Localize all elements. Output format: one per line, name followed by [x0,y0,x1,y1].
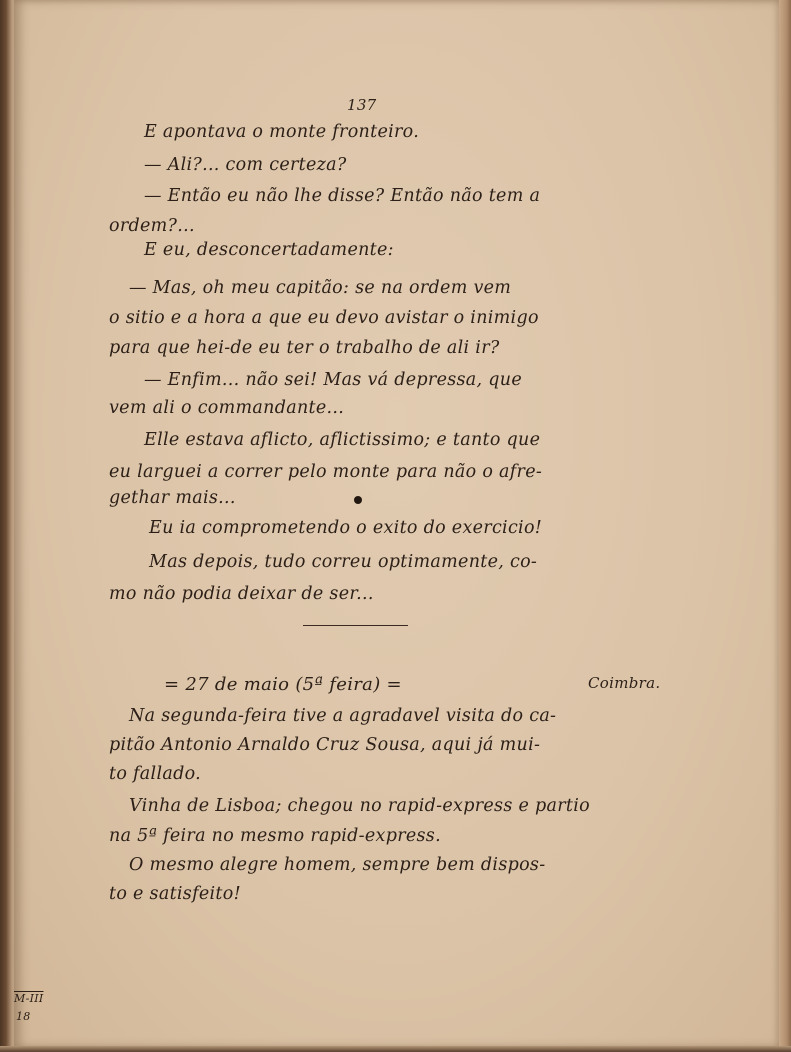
section-divider [303,625,408,626]
entry-line: pitão Antonio Arnaldo Cruz Sousa, aqui já mui- [109,735,541,755]
body-line: mo não podia deixar de ser... [109,584,374,604]
entry-line: to e satisfeito! [109,884,241,904]
body-line: o sitio e a hora a que eu devo avistar o inimigo [109,308,539,328]
place-name: Coimbra. [588,674,661,692]
body-line: — Ali?... com certeza? [144,155,347,175]
body-line: — Então eu não lhe disse? Então não tem a [144,186,541,206]
body-line: ordem?... [109,216,195,236]
body-line: Mas depois, tudo correu optimamente, co- [149,552,538,572]
page-number: 137 [347,96,377,114]
page-edge [779,0,791,1052]
body-line: gethar mais... [109,488,236,508]
body-line: — Enfim... não sei! Mas vá depressa, que [144,370,522,390]
entry-line: na 5ª feira no mesmo rapid-express. [109,826,441,846]
entry-line: to fallado. [109,764,201,784]
body-line: vem ali o commandante... [109,398,345,418]
entry-line: Na segunda-feira tive a agradavel visita do ca- [129,706,557,726]
body-line: E eu, desconcertadamente: [144,240,394,260]
page-bottom-edge [0,1046,791,1052]
archive-number: 18 [16,1010,31,1023]
ink-blot [354,496,362,504]
date-heading: = 27 de maio (5ª feira) = [164,674,402,695]
manuscript-page [14,0,779,1048]
entry-line: Vinha de Lisboa; chegou no rapid-express e partio [129,796,590,816]
archive-code: M-III [14,992,44,1005]
body-line: E apontava o monte fronteiro. [144,122,420,142]
body-line: — Mas, oh meu capitão: se na ordem vem [129,278,512,298]
body-line: eu larguei a correr pelo monte para não o afre- [109,462,543,482]
body-line: para que hei-de eu ter o trabalho de ali ir? [109,338,500,358]
body-line: Elle estava aflicto, aflictissimo; e tanto que [144,430,541,450]
entry-line: O mesmo alegre homem, sempre bem dispos- [129,855,546,875]
body-line: Eu ia comprometendo o exito do exercicio! [149,518,543,538]
